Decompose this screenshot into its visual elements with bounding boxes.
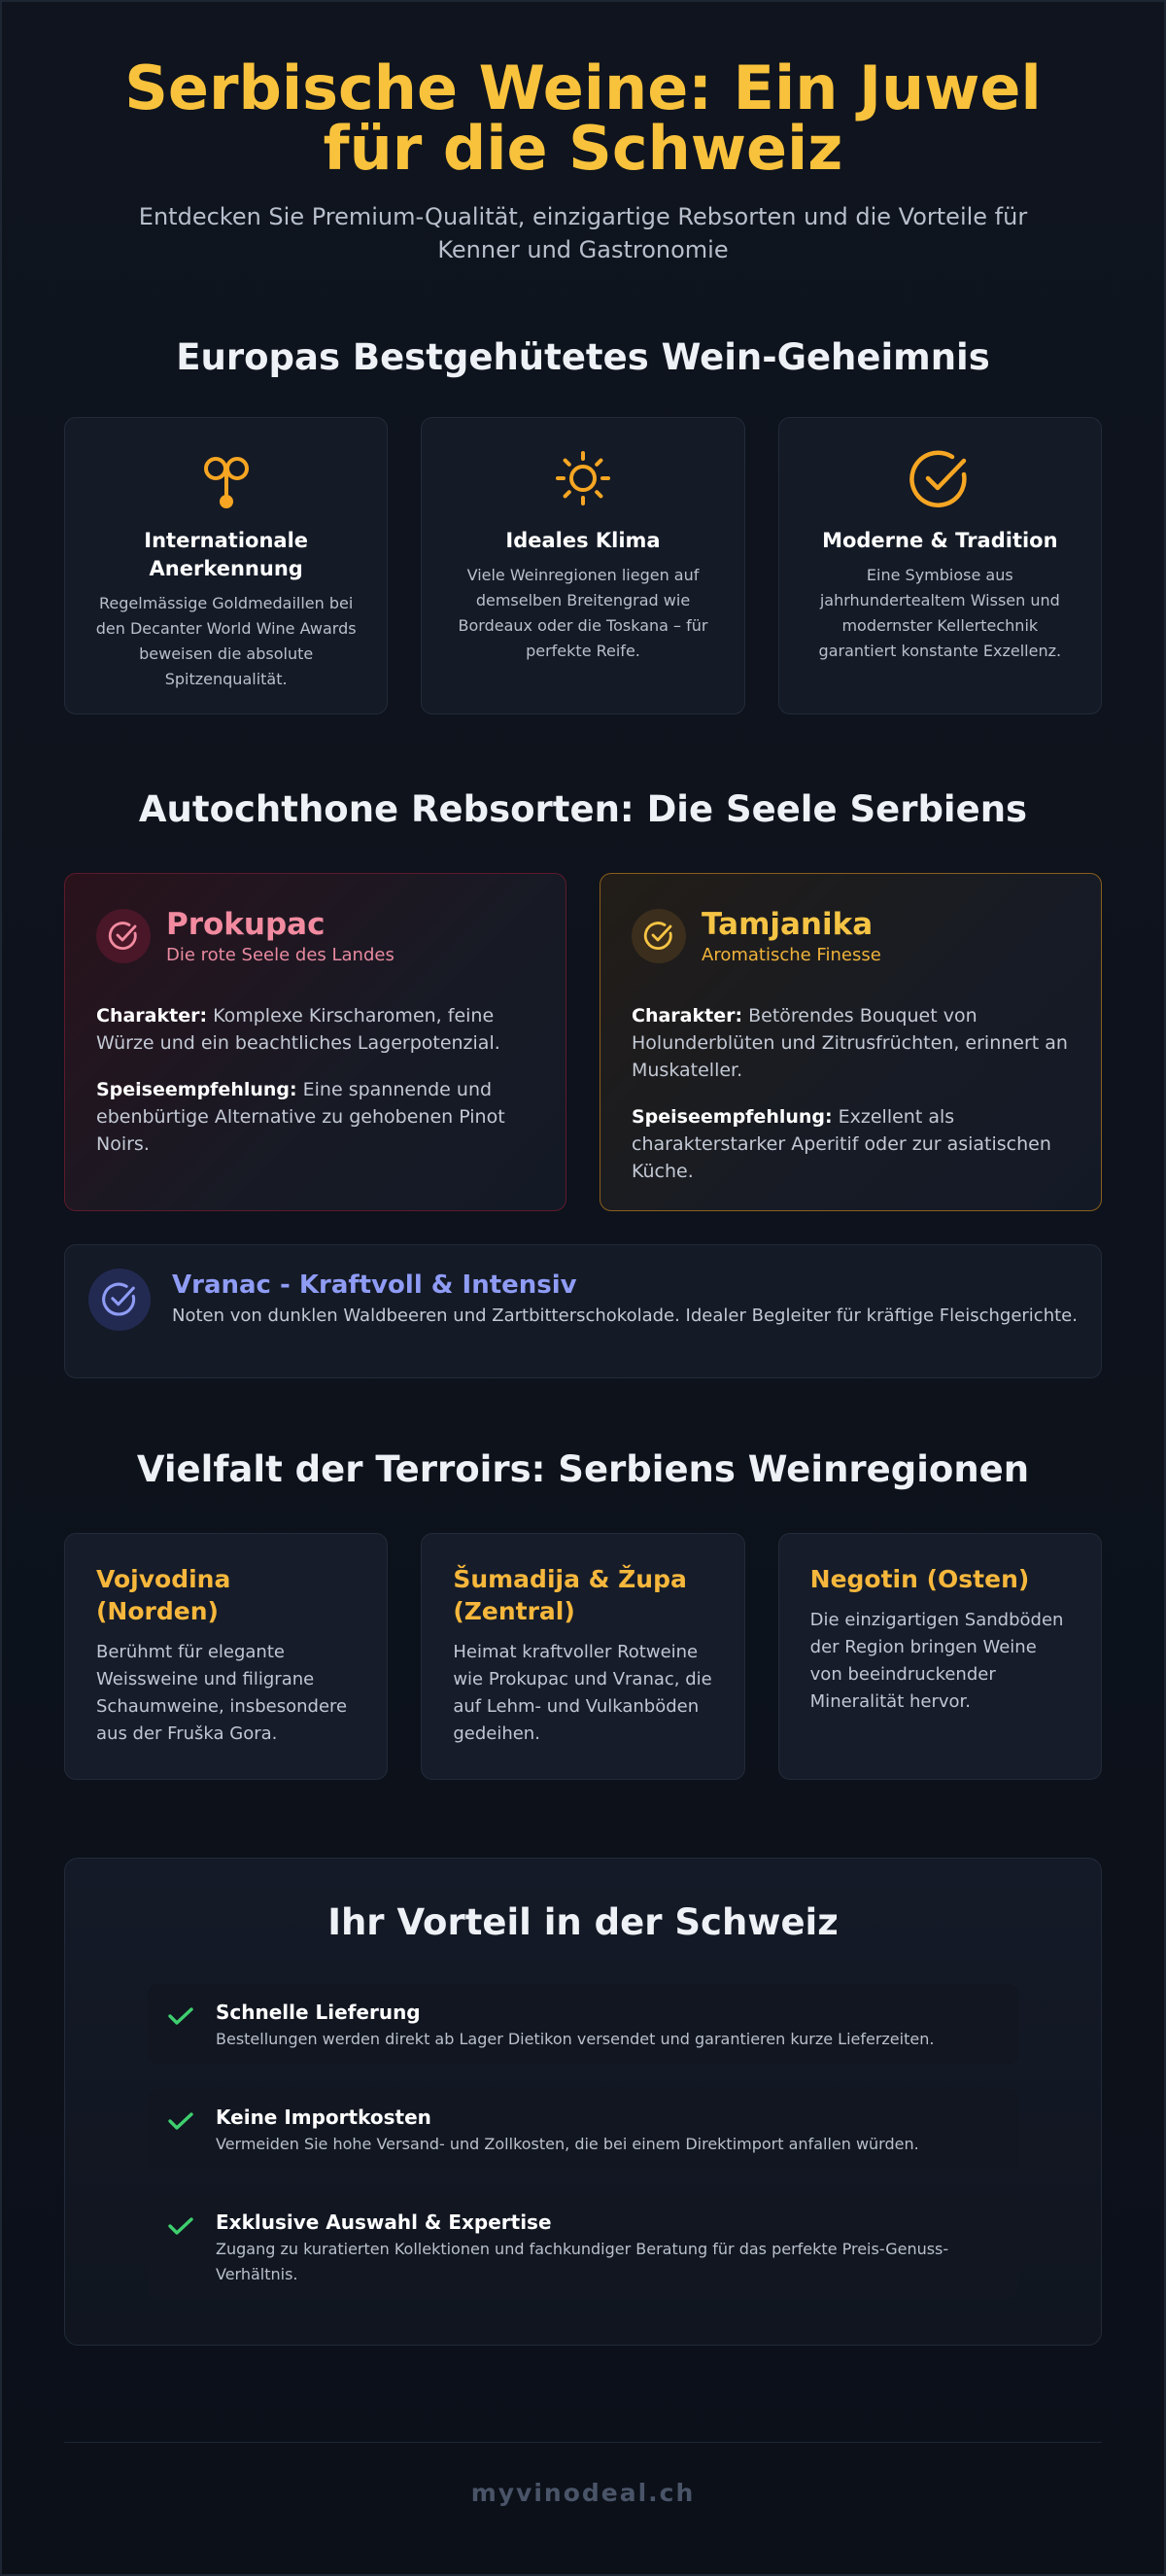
advantage-title: Exklusive Auswahl & Expertise bbox=[216, 2210, 552, 2234]
check-badge-icon bbox=[632, 909, 686, 963]
grape-name: Vranac - Kraftvoll & Intensiv bbox=[172, 1271, 577, 1300]
advantages-title: Ihr Vorteil in der Schweiz bbox=[327, 1901, 839, 1943]
grape-card-vranac bbox=[64, 1244, 1102, 1378]
grape-description: Noten von dunklen Waldbeeren und Zartbitterschokolade. Idealer Begleiter für kräftige Fleischgerichte. bbox=[172, 1305, 1078, 1326]
advantage-item bbox=[148, 1984, 1018, 2064]
feature-text: Viele Weinregionen liegen auf demselben Breitengrad wie Bordeaux oder die Toskana – für perfekte Reife. bbox=[458, 566, 708, 660]
grape-cards bbox=[64, 873, 1102, 1211]
hero bbox=[2, 2, 1164, 266]
check-circle-icon bbox=[806, 449, 1074, 513]
grape-name: Tamjanika bbox=[702, 907, 874, 942]
region-text: Die einzigartigen Sandböden der Region bringen Weine von beeindruckender Mineralität hervor. bbox=[809, 1610, 1064, 1712]
region-title: Negotin (Osten) bbox=[809, 1565, 1030, 1593]
feature-cards bbox=[64, 417, 1102, 714]
checkmark-icon bbox=[167, 2215, 194, 2241]
feature-title: Moderne & Tradition bbox=[822, 529, 1058, 552]
region-title: Vojvodina (Norden) bbox=[96, 1565, 231, 1625]
advantage-text: Zugang zu kuratierten Kollektionen und fachkundiger Beratung für das perfekte Preis-Genuss-Verhältnis. bbox=[216, 2240, 949, 2283]
region-text: Berühmt für elegante Weissweine und filigrane Schaumweine, insbesondere aus der Fruška Gora. bbox=[96, 1642, 348, 1744]
feature-card-tradition bbox=[778, 417, 1102, 714]
region-card bbox=[778, 1533, 1102, 1780]
region-text: Heimat kraftvoller Rotweine wie Prokupac und Vranac, die auf Lehm- und Vulkanböden gedeihen. bbox=[453, 1642, 712, 1744]
grape-pairing: Speiseempfehlung: Eine spannende und ebenbürtige Alternative zu gehobenen Pinot Noirs. bbox=[96, 1079, 505, 1155]
page-title: Serbische Weine: Ein Juwel für die Schweiz bbox=[124, 52, 1042, 184]
advantage-text: Vermeiden Sie hohe Versand- und Zollkosten, die bei einem Direktimport anfallen würden. bbox=[216, 2135, 919, 2153]
grape-tagline: Die rote Seele des Landes bbox=[166, 945, 394, 965]
section-title-secret: Europas Bestgehütetes Wein-Geheimnis bbox=[176, 336, 990, 378]
grape-name: Prokupac bbox=[166, 907, 326, 942]
grape-card-prokupac bbox=[64, 873, 566, 1211]
advantage-item bbox=[148, 2089, 1018, 2169]
check-badge-icon bbox=[88, 1269, 151, 1331]
advantage-title: Schnelle Lieferung bbox=[216, 2001, 421, 2024]
feature-title: Internationale Anerkennung bbox=[144, 529, 309, 580]
grape-character: Charakter: Komplexe Kirscharomen, feine Würze und ein beachtliches Lagerpotenzial. bbox=[96, 1005, 500, 1054]
grape-character: Charakter: Betörendes Bouquet von Holunderblüten und Zitrusfrüchten, erinnert an Muskateller. bbox=[632, 1005, 1068, 1081]
feature-card-recognition bbox=[64, 417, 388, 714]
region-card bbox=[64, 1533, 388, 1780]
checkmark-icon bbox=[167, 2110, 194, 2136]
region-title: Šumadija & Župa (Zentral) bbox=[453, 1565, 687, 1625]
section-title-grapes: Autochthone Rebsorten: Die Seele Serbiens bbox=[138, 788, 1028, 830]
advantage-title: Keine Importkosten bbox=[216, 2106, 431, 2129]
feature-title: Ideales Klima bbox=[505, 529, 661, 552]
feature-text: Eine Symbiose aus jahrhundertealtem Wissen und modernster Kellertechnik garantiert konstante Exzellenz. bbox=[818, 566, 1062, 660]
page-subtitle: Entdecken Sie Premium-Qualität, einzigartige Rebsorten und die Vorteile für Kenner und Gastronomie bbox=[138, 203, 1028, 263]
advantage-item bbox=[148, 2194, 1018, 2299]
feature-text: Regelmässige Goldmedaillen bei den Decanter World Wine Awards beweisen die absolute Spitzenqualität. bbox=[95, 594, 357, 688]
feature-card-climate bbox=[421, 417, 744, 714]
footer-site-link[interactable]: myvinodeal.ch bbox=[470, 2479, 696, 2507]
advantage-text: Bestellungen werden direkt ab Lager Dietikon versendet und garantieren kurze Lieferzeiten. bbox=[216, 2030, 935, 2048]
footer-divider bbox=[64, 2442, 1102, 2443]
checkmark-icon bbox=[167, 2005, 194, 2031]
section-title-regions: Vielfalt der Terroirs: Serbiens Weinregionen bbox=[136, 1448, 1030, 1490]
award-icon bbox=[92, 449, 360, 513]
grape-card-tamjanika bbox=[600, 873, 1102, 1211]
region-card bbox=[421, 1533, 744, 1780]
sun-icon bbox=[449, 449, 716, 513]
region-cards bbox=[64, 1533, 1102, 1780]
advantages-panel bbox=[64, 1858, 1102, 2346]
grape-tagline: Aromatische Finesse bbox=[702, 945, 881, 965]
grape-pairing: Speiseempfehlung: Exzellent als charakterstarker Aperitif oder zur asiatischen Küche. bbox=[632, 1106, 1051, 1182]
check-badge-icon bbox=[96, 909, 151, 963]
